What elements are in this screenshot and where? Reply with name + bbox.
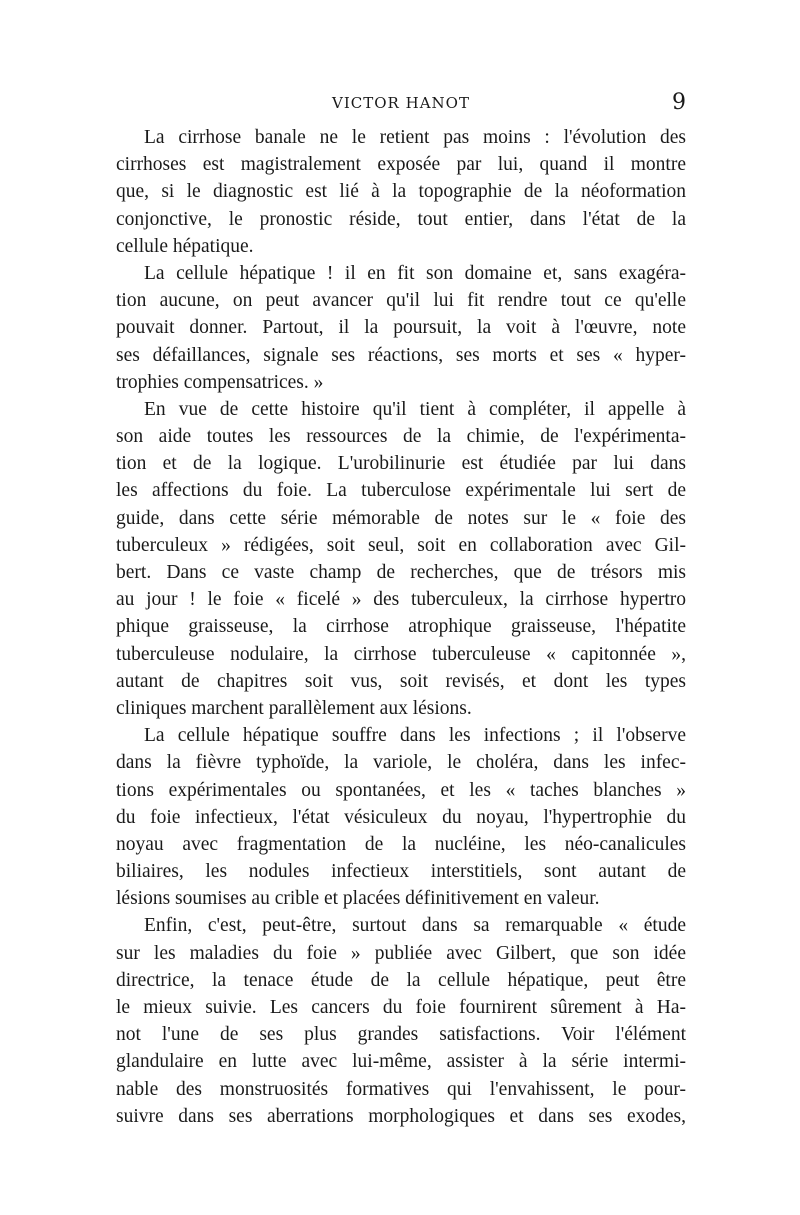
- text-line: du foie infectieux, l'état vésiculeux du noyau, l'hypertrophie du: [116, 806, 686, 828]
- text-line: au jour ! le foie « ficelé » des tuberculeux, la cirrhose hypertro: [116, 589, 686, 611]
- text-line: bert. Dans ce vaste champ de recherches, que de trésors mis: [116, 562, 686, 583]
- text-line: pouvait donner. Partout, il la poursuit, la voit à l'œuvre, note: [116, 317, 686, 339]
- text-line: En vue de cette histoire qu'il tient à compléter, il appelle à: [144, 398, 686, 420]
- text-line: phique graisseuse, la cirrhose atrophique graisseuse, l'hépatite: [116, 616, 686, 638]
- text-line: autant de chapitres soit vus, soit revisés, et dont les types: [116, 670, 686, 692]
- text-line: le mieux suivie. Les cancers du foie fournirent sûrement à Ha-: [116, 997, 686, 1018]
- text-line: dans la fièvre typhoïde, la variole, le choléra, dans les infec-: [116, 752, 686, 774]
- text-line: les affections du foie. La tuberculose expérimentale lui sert de: [116, 480, 686, 502]
- text-line: tions expérimentales ou spontanées, et les « taches blanches »: [116, 779, 686, 801]
- text-line: nable des monstruosités formatives qui l'envahissent, le pour-: [116, 1078, 686, 1100]
- text-line: ses défaillances, signale ses réactions, ses morts et ses « hyper-: [116, 344, 686, 366]
- text-line: tion et de la logique. L'urobilinurie est étudiée par lui dans: [116, 453, 686, 475]
- text-line: La cirrhose banale ne le retient pas moins : l'évolution des: [144, 127, 686, 148]
- text-line: glandulaire en lutte avec lui-même, assister à la série intermi-: [116, 1051, 686, 1073]
- text-line: La cellule hépatique souffre dans les infections ; il l'observe: [144, 725, 686, 747]
- running-head: [116, 92, 686, 116]
- text-line: La cellule hépatique ! il en fit son domaine et, sans exagéra-: [144, 262, 686, 284]
- text-line: que, si le diagnostic est lié à la topographie de la néoformation: [116, 181, 686, 203]
- page-number: 9: [672, 90, 686, 115]
- text-line: tion aucune, on peut avancer qu'il lui fit rendre tout ce qu'elle: [116, 290, 686, 312]
- body-text: [116, 124, 686, 1130]
- text-line: cellule hépatique.: [116, 235, 254, 257]
- text-line: tuberculeux » rédigées, soit seul, soit en collaboration avec Gil-: [116, 534, 686, 556]
- text-line: not l'une de ses plus grandes satisfactions. Voir l'élément: [116, 1024, 686, 1046]
- running-title: VICTOR HANOT: [332, 94, 470, 112]
- text-line: conjonctive, le pronostic réside, tout entier, dans l'état de la: [116, 208, 686, 230]
- text-line: sur les maladies du foie » publiée avec Gilbert, que son idée: [116, 942, 686, 964]
- text-line: cliniques marchent parallèlement aux lésions.: [116, 697, 472, 719]
- text-line: noyau avec fragmentation de la nucléine, les néo-canalicules: [116, 833, 686, 855]
- text-line: trophies compensatrices. »: [116, 371, 324, 393]
- text-line: directrice, la tenace étude de la cellule hépatique, peut être: [116, 969, 686, 991]
- text-line: tuberculeuse nodulaire, la cirrhose tuberculeuse « capitonnée »,: [116, 643, 686, 665]
- text-line: Enfin, c'est, peut-être, surtout dans sa remarquable « étude: [144, 915, 686, 937]
- text-line: biliaires, les nodules infectieux interstitiels, sont autant de: [116, 861, 686, 883]
- text-line: cirrhoses est magistralement exposée par lui, quand il montre: [116, 154, 686, 176]
- text-line: suivre dans ses aberrations morphologiques et dans ses exodes,: [116, 1105, 686, 1127]
- text-line: lésions soumises au crible et placées définitivement en valeur.: [116, 888, 600, 910]
- text-line: guide, dans cette série mémorable de notes sur le « foie des: [116, 507, 686, 529]
- text-line: son aide toutes les ressources de la chimie, de l'expérimenta-: [116, 426, 686, 448]
